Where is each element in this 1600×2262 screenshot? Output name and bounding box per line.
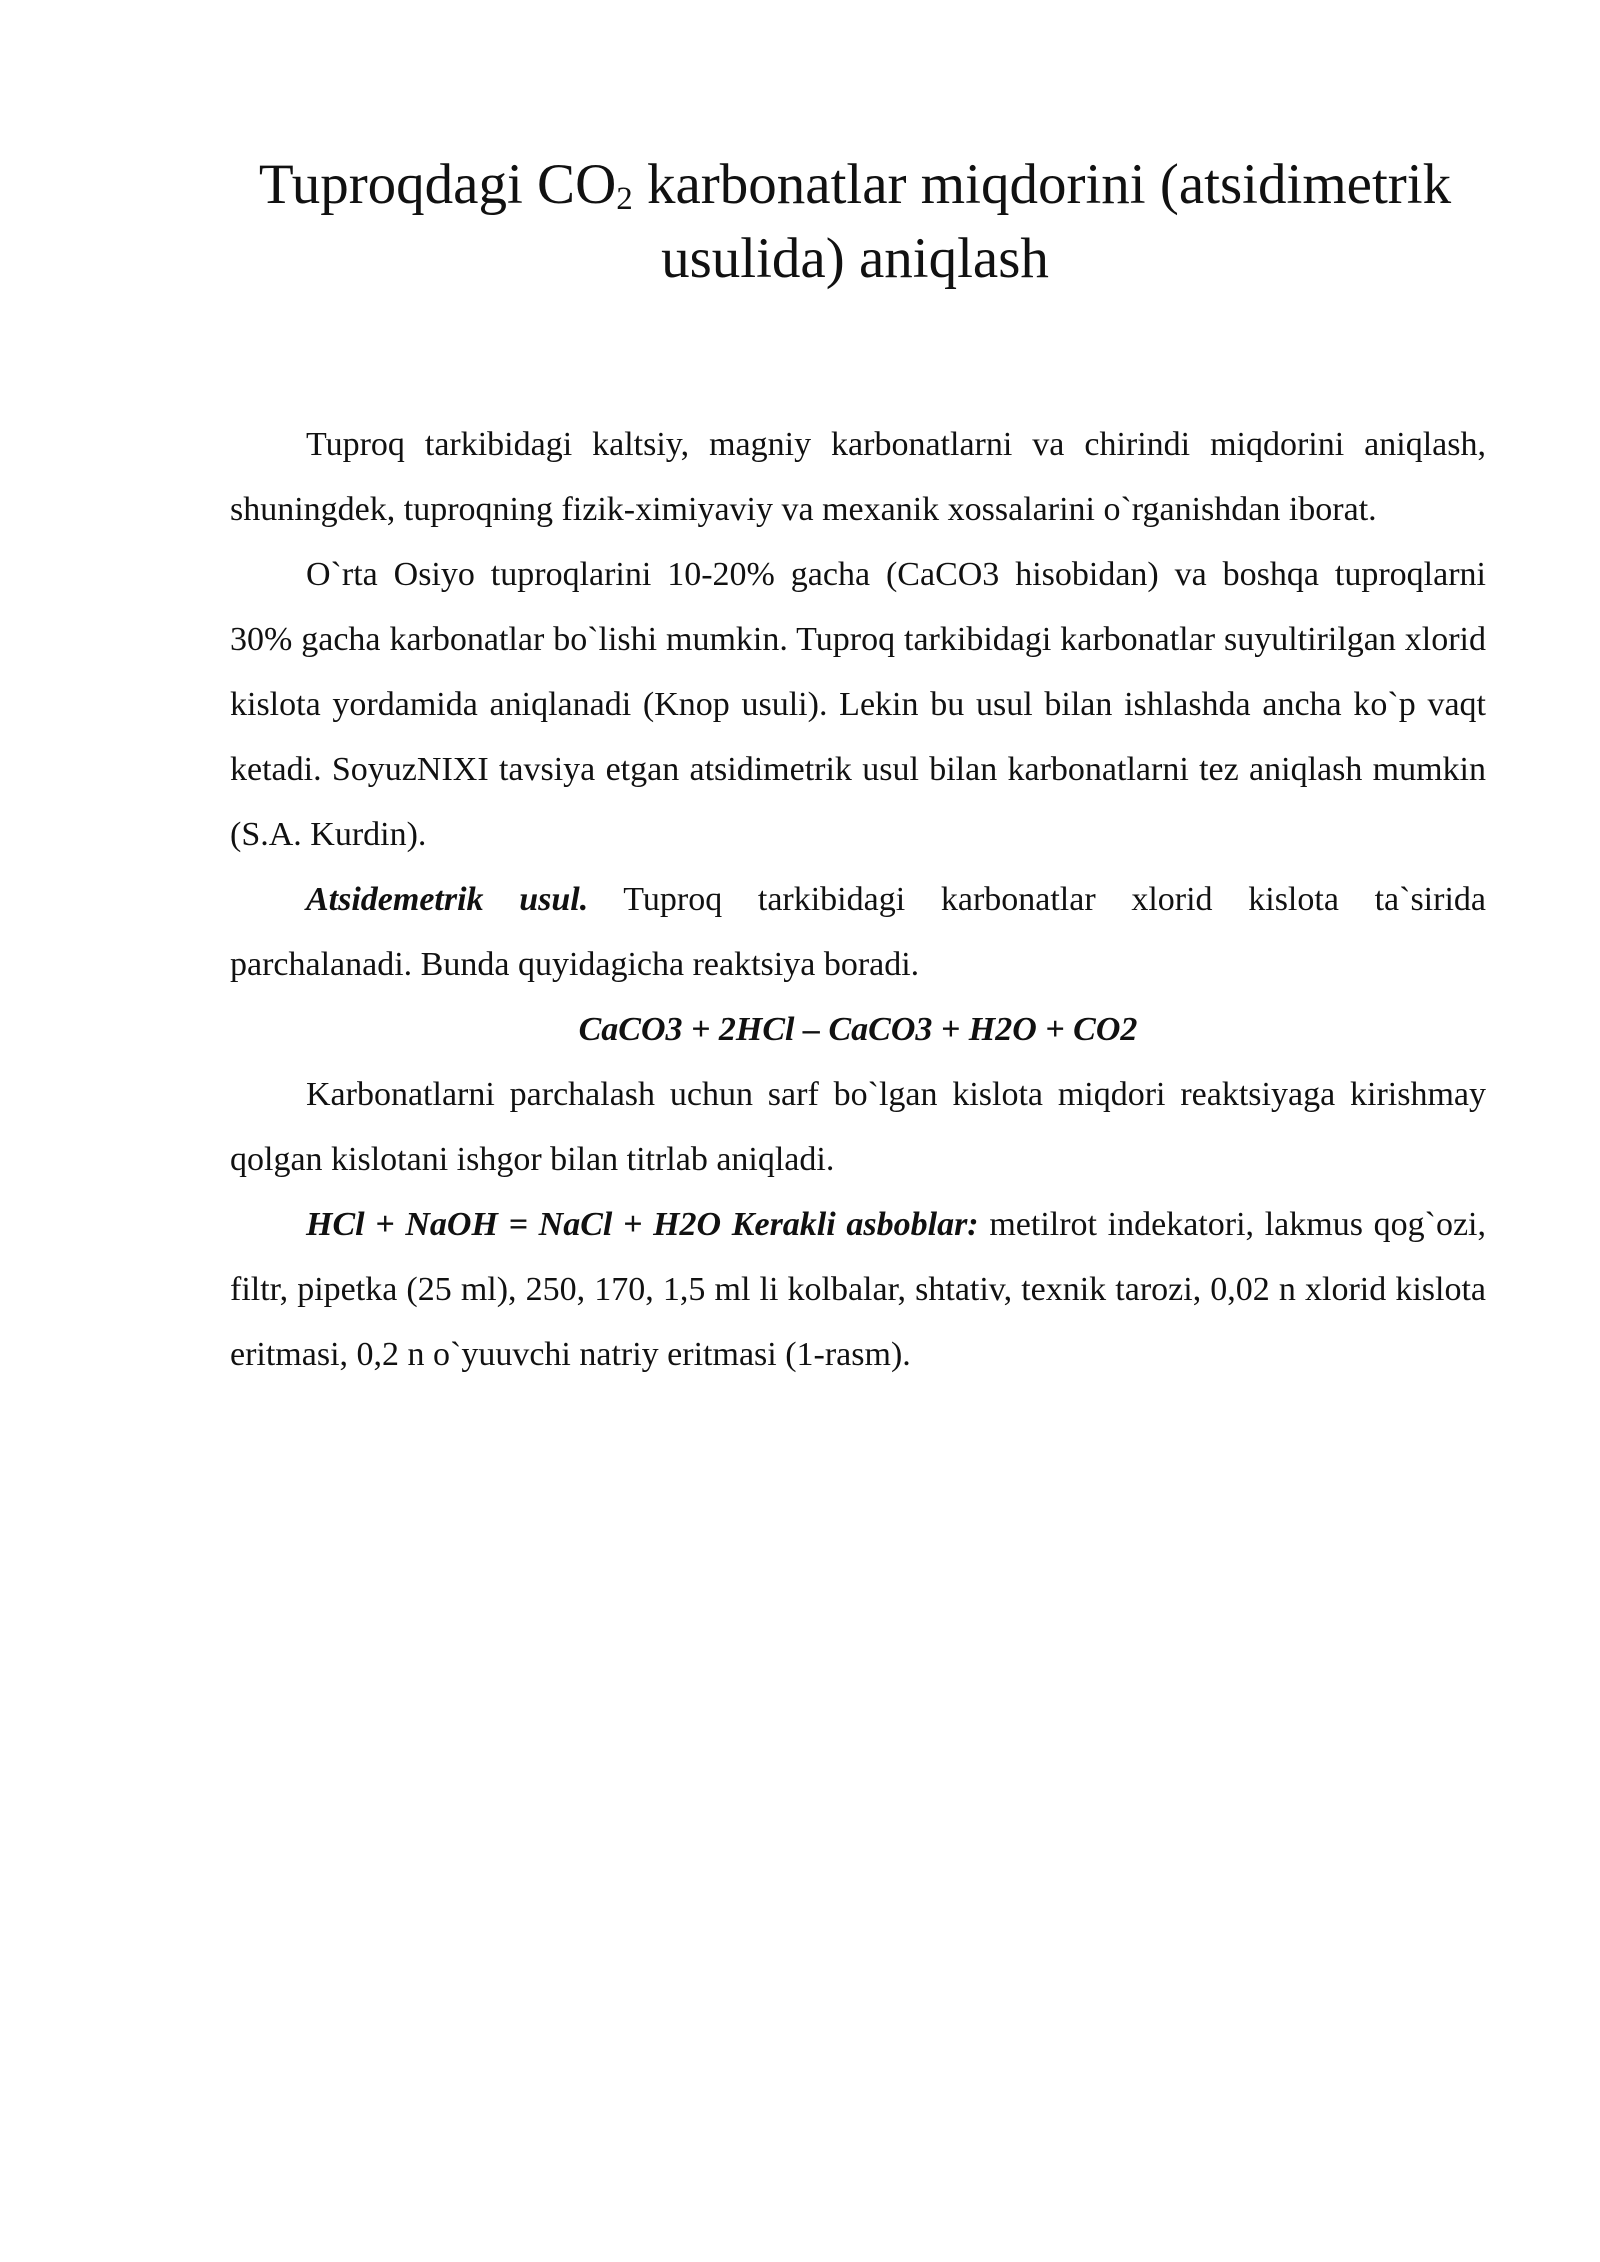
paragraph-carbonates: O`rta Osiyo tuproqlarini 10-20% gacha (CaCO3 hisobidan) va boshqa tuproqlarni 30% gacha karbonatlar bo`lishi mumkin. Tuproq tarkibidagi karbonatlar suyultirilgan xlorid kislota yordamida aniqlanadi (Knop usuli). Lekin bu usul bilan ishlashda ancha ko`p vaqt ketadi. SoyuzNIXI tavsiya etgan atsidimetrik usul bilan karbonatlarni tez aniqlash mumkin (S.A. Kurdin). — [230, 556, 1486, 853]
method-text: Tuproq tarkibidagi karbonatlar xlorid kislota ta`sirida parchalanadi. Bunda quyidagicha reaktsiya boradi. — [230, 881, 1486, 983]
paragraph-method — [230, 867, 1486, 997]
page-title — [220, 152, 1490, 292]
paragraph-intro: Tuproq tarkibidagi kaltsiy, magniy karbonatlarni va chirindi miqdorini aniqlash, shuningdek, tuproqning fizik-ximiyaviy va mexanik xossalarini o`rganishdan iborat. — [230, 426, 1486, 528]
paragraph-titration: Karbonatlarni parchalash uchun sarf bo`lgan kislota miqdori reaktsiyaga kirishmay qolgan kislotani ishgor bilan titrlab aniqladi. — [230, 1076, 1486, 1178]
title-subscript: 2 — [616, 181, 633, 217]
document-body — [230, 412, 1486, 1387]
equipment-list: metilrot indekatori, lakmus qog`ozi, filtr, pipetka (25 ml), 250, 170, 1,5 ml li kolbalar, shtativ, texnik tarozi, 0,02 n xlorid kislota eritmasi, 0,2 n o`yuuvchi natriy eritmasi (1-rasm). — [230, 1206, 1486, 1373]
paragraph-equipment — [230, 1192, 1486, 1387]
reaction-formula: CaCO3 + 2HCl – CaCO3 + H2O + CO2 — [578, 1011, 1138, 1048]
equipment-heading: HCl + NaOH = NaCl + H2O Kerakli asboblar: — [306, 1206, 979, 1243]
title-part-1: Tuproqdagi CO — [258, 153, 617, 216]
title-part-2: karbonatlar miqdorini (atsidimetrik usulida) aniqlash — [632, 153, 1452, 290]
method-heading: Atsidemetrik usul. — [306, 881, 589, 918]
